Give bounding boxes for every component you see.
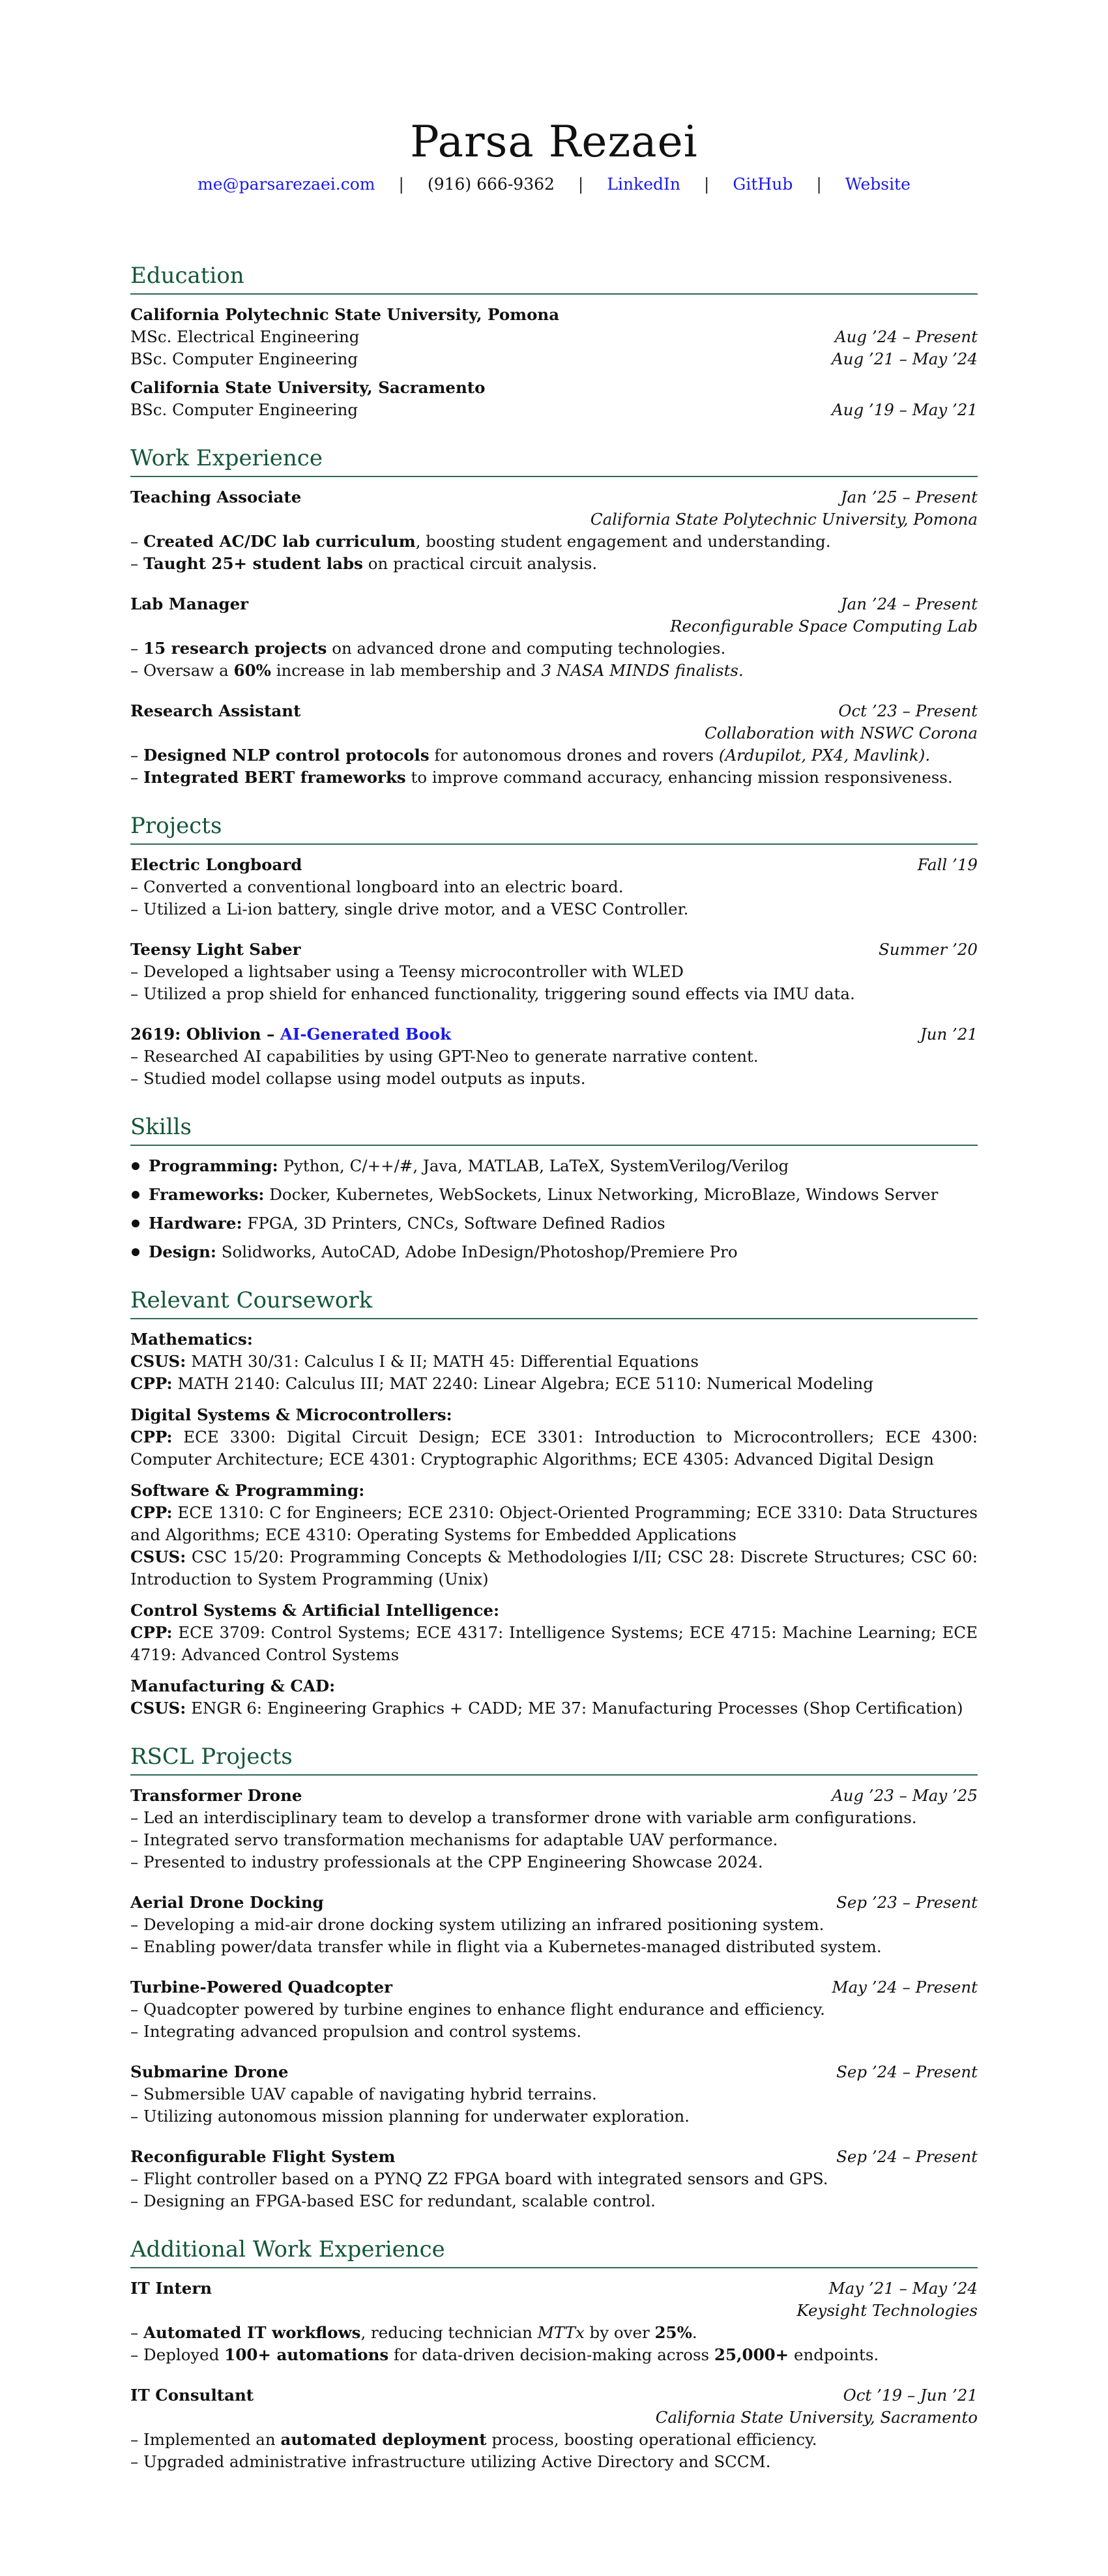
list-item: – Deployed 100+ automations for data-driven decision-making across 25,000+ endpoints. [130,2345,879,2364]
list-item: – Researched AI capabilities by using GPT-Neo to generate narrative content. [130,1047,759,1066]
coursework-line: CSUS: ENGR 6: Engineering Graphics + CADD; ME 37: Manufacturing Processes (Shop Certification) [130,1699,963,1718]
list-item: – Developing a mid-air drone docking system utilizing an infrared positioning system. [130,1915,824,1934]
coursework-group [130,1328,978,1395]
degree-row [130,399,978,421]
project-name: Transformer Drone [130,1786,302,1805]
website-link[interactable]: Website [845,175,911,194]
coursework-section [130,1287,978,1720]
github-link[interactable]: GitHub [733,175,793,194]
list-item: – Converted a conventional longboard into an electric board. [130,877,624,896]
list-item: – Automated IT workflows, reducing technician MTTx by over 25%. [130,2323,697,2342]
list-item: – Flight controller based on a PYNQ Z2 FPGA board with integrated sensors and GPS. [130,2169,828,2188]
project-entry [130,854,978,920]
project-name: Teensy Light Saber [130,940,301,959]
work-entry [130,593,978,682]
list-item: – Implemented an automated deployment process, boosting operational efficiency. [130,2430,817,2449]
job-title: IT Consultant [130,2386,254,2405]
email-link[interactable]: me@parsarezaei.com [197,175,375,194]
project-name: Turbine-Powered Quadcopter [130,1978,393,1997]
list-item: – Led an interdisciplinary team to develop a transformer drone with variable arm configurations. [130,1808,917,1827]
skill-item: Frameworks: Docker, Kubernetes, WebSockets, Linux Networking, MicroBlaze, Windows Server [130,1184,978,1206]
project-date: Summer ’20 [879,940,978,959]
separator: | [398,175,404,194]
project-entry [130,2146,978,2212]
degree-row [130,326,978,348]
coursework-group [130,1600,978,1666]
school-name: California State University, Sacramento [130,378,486,397]
degree-row [130,348,978,370]
list-item: – Oversaw a 60% increase in lab membership and 3 NASA MINDS finalists. [130,661,744,680]
list-item: – Utilized a Li-ion battery, single drive motor, and a VESC Controller. [130,900,689,918]
project-name: Submarine Drone [130,2062,289,2081]
coursework-line: CPP: MATH 2140: Calculus III; MAT 2240: Linear Algebra; ECE 5110: Numerical Modeling [130,1374,873,1393]
resume-page [130,0,978,2473]
list-item: – Quadcopter powered by turbine engines to enhance flight endurance and efficiency. [130,2000,825,2019]
projects-section [130,812,978,1090]
section-title: Additional Work Experience [130,2236,978,2268]
project-date: Sep ’24 – Present [836,2147,978,2166]
list-item: – Utilized a prop shield for enhanced functionality, triggering sound effects via IMU data. [130,984,855,1003]
project-entry: 2619: Oblivion – AI-Generated Book Jun ’21 – Researched AI capabilities by using GPT-Neo to generate narrative content. – Studied model collapse using model outputs as inputs. [130,1023,978,1090]
project-date: Fall ’19 [917,855,978,874]
skill-item: Hardware: FPGA, 3D Printers, CNCs, Software Defined Radios [130,1212,978,1235]
degree-date: Aug ’21 – May ’24 [831,349,978,368]
bullet-icon [132,1162,139,1170]
coursework-line: CPP: ECE 3709: Control Systems; ECE 4317: Intelligence Systems; ECE 4715: Machine Learning; ECE 4719: Advanced Control Systems [130,1623,978,1664]
project-name: Reconfigurable Flight System [130,2147,396,2166]
coursework-line: CSUS: CSC 15/20: Programming Concepts & Methodologies I/II; CSC 28: Discrete Structures; CSC 60: Introduction to System Programming (Unix) [130,1547,978,1588]
coursework-heading: Control Systems & Artificial Intelligence: [130,1601,500,1620]
job-org: California State Polytechnic University, Pomona [590,510,978,529]
degree-date: Aug ’19 – May ’21 [831,400,978,419]
separator: | [816,175,822,194]
school-name: California Polytechnic State University, Pomona [130,305,560,324]
project-entry [130,1785,978,1873]
section-title: RSCL Projects [130,1743,978,1776]
work-entry [130,2384,978,2473]
job-date: Oct ’19 – Jun ’21 [843,2386,978,2405]
project-entry [130,1976,978,2043]
section-title: Skills [130,1113,978,1146]
list-item: – Studied model collapse using model outputs as inputs. [130,1069,586,1088]
project-date: May ’24 – Present [832,1978,978,1997]
project-entry [130,2061,978,2128]
job-org: California State University, Sacramento [655,2408,978,2427]
project-entry [130,939,978,1005]
job-title: Lab Manager [130,594,249,613]
list-item: – Integrating advanced propulsion and control systems. [130,2022,582,2041]
job-date: Oct ’23 – Present [838,701,978,720]
list-item: – Taught 25+ student labs on practical circuit analysis. [130,554,598,573]
coursework-heading: Mathematics: [130,1330,253,1349]
section-title: Education [130,262,978,295]
bullet-icon [132,1220,139,1227]
coursework-heading: Manufacturing & CAD: [130,1676,336,1695]
contact-line [130,173,978,196]
job-org: Keysight Technologies [796,2301,978,2320]
education-section [130,262,978,421]
work-entry [130,486,978,575]
project-date: Sep ’24 – Present [836,2062,978,2081]
project-date: Aug ’23 – May ’25 [831,1786,978,1805]
coursework-line: CSUS: MATH 30/31: Calculus I & II; MATH 45: Differential Equations [130,1352,699,1371]
project-name: Electric Longboard [130,855,302,874]
section-title: Projects [130,812,978,845]
coursework-group [130,1675,978,1720]
work-section [130,445,978,789]
job-date: May ’21 – May ’24 [828,2279,978,2298]
job-date: Jan ’24 – Present [840,594,978,613]
list-item: – 15 research projects on advanced drone and computing technologies. [130,639,726,658]
coursework-line: CPP: ECE 1310: C for Engineers; ECE 2310: Object-Oriented Programming; ECE 3310: Data Structures and Algorithms; ECE 4310: Operating Systems for Embedded Applications [130,1503,978,1544]
coursework-group [130,1480,978,1590]
section-title: Relevant Coursework [130,1287,978,1319]
bullet-icon [132,1191,139,1199]
degree-date: Aug ’24 – Present [834,327,978,346]
degree: MSc. Electrical Engineering [130,327,360,346]
job-title: Teaching Associate [130,488,302,506]
job-date: Jan ’25 – Present [840,488,978,506]
project-name: Aerial Drone Docking [130,1893,324,1912]
job-org: Collaboration with NSWC Corona [704,724,978,742]
bullet-icon [132,1248,139,1256]
list-item: – Submersible UAV capable of navigating hybrid terrains. [130,2085,597,2103]
project-name: 2619: Oblivion [130,1025,261,1044]
project-date: Jun ’21 [920,1025,978,1044]
candidate-name: Parsa Rezaei [410,117,698,167]
list-item: – Designed NLP control protocols for autonomous drones and rovers (Ardupilot, PX4, Mavlink). [130,746,931,765]
list-item: – Designing an FPGA-based ESC for redundant, scalable control. [130,2191,656,2210]
linkedin-link[interactable]: LinkedIn [607,175,680,194]
job-org: Reconfigurable Space Computing Lab [670,617,978,636]
project-date: Sep ’23 – Present [836,1893,978,1912]
project-entry [130,1892,978,1958]
list-item: – Integrated servo transformation mechanisms for adaptable UAV performance. [130,1830,778,1849]
list-item: – Presented to industry professionals at the CPP Engineering Showcase 2024. [130,1852,763,1871]
list-item: – Integrated BERT frameworks to improve command accuracy, enhancing mission responsiveness. [130,768,953,787]
skill-item: Design: Solidworks, AutoCAD, Adobe InDesign/Photoshop/Premiere Pro [130,1241,978,1263]
degree: BSc. Computer Engineering [130,400,358,419]
list-item: – Developed a lightsaber using a Teensy microcontroller with WLED [130,962,684,981]
section-title: Work Experience [130,445,978,477]
job-title: IT Intern [130,2279,212,2298]
coursework-heading: Digital Systems & Microcontrollers: [130,1405,452,1424]
book-link[interactable]: AI-Generated Book [280,1025,452,1044]
list-item: – Created AC/DC lab curriculum, boosting student engagement and understanding. [130,532,831,551]
coursework-line: CPP: ECE 3300: Digital Circuit Design; ECE 3301: Introduction to Microcontrollers; ECE 4300: Computer Architecture; ECE 4301: Cryptographic Algorithms; ECE 4305: Advanced Digital Design [130,1427,978,1469]
rscl-section [130,1743,978,2212]
separator: | [703,175,710,194]
list-item: – Upgraded administrative infrastructure utilizing Active Directory and SCCM. [130,2452,771,2471]
skills-section [130,1113,978,1263]
job-title: Research Assistant [130,701,301,720]
additional-work-section [130,2236,978,2473]
work-entry [130,700,978,789]
coursework-heading: Software & Programming: [130,1481,365,1500]
coursework-group [130,1404,978,1471]
list-item: – Utilizing autonomous mission planning for underwater exploration. [130,2107,690,2126]
work-entry [130,2277,978,2366]
degree: BSc. Computer Engineering [130,349,358,368]
list-item: – Enabling power/data transfer while in flight via a Kubernetes-managed distributed system. [130,1937,882,1956]
skill-item: Programming: Python, C/++/#, Java, MATLAB, LaTeX, SystemVerilog/Verilog [130,1155,978,1177]
separator: | [577,175,584,194]
phone-number: (916) 666-9362 [427,175,555,194]
